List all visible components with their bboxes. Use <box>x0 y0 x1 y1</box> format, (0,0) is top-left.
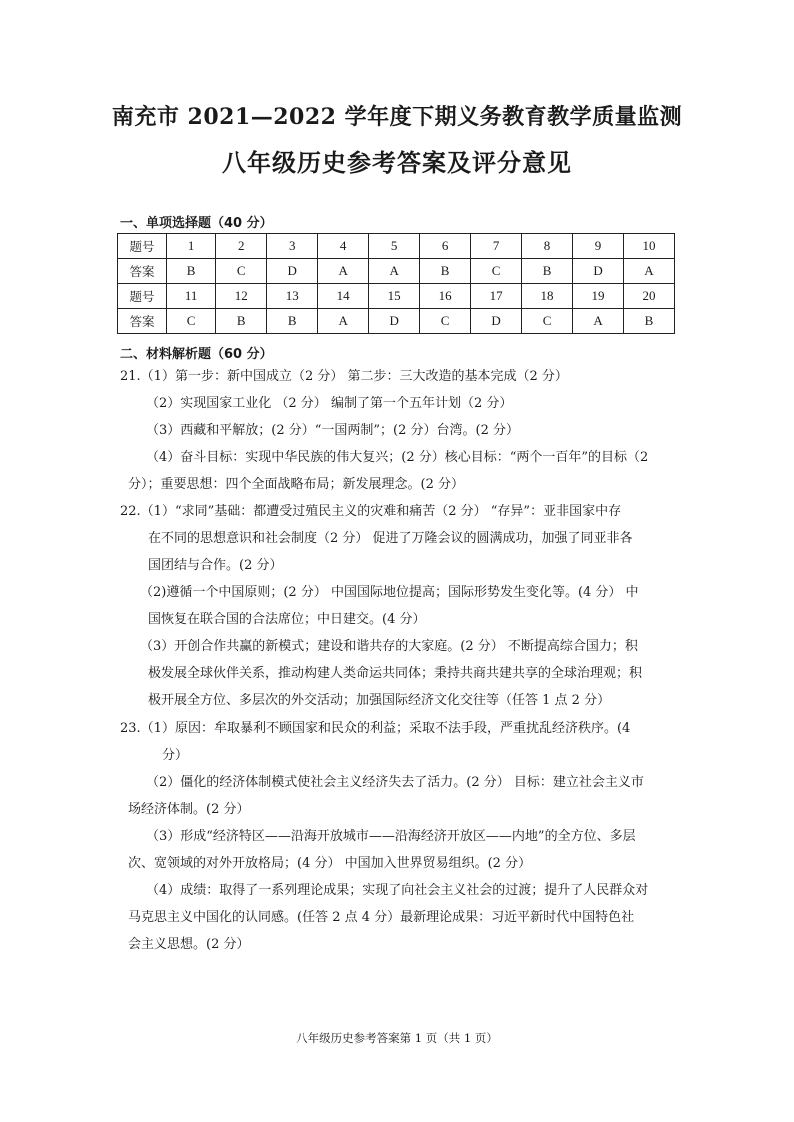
document-title: 南充市 2021—2022 学年度下期义务教育教学质量监测 <box>111 104 683 130</box>
table-cell: 5 <box>369 234 420 259</box>
answer-line: 分）；重要思想：四个全面战略布局；新发展理念。(2 分） <box>128 477 464 492</box>
table-cell: 16 <box>420 284 471 309</box>
page-footer: 八年级历史参考答案第 1 页（共 1 页） <box>296 1031 498 1045</box>
answer-line: 会主义思想。(2 分） <box>128 937 250 952</box>
answer-line: （3）西藏和平解放；(2 分）“一国两制”；(2 分）台湾。(2 分） <box>146 423 519 438</box>
table-cell: B <box>167 259 216 284</box>
answer-line: 22.（1）“求同”基础：都遭受过殖民主义的灾难和痛苦（2 分） “存异”：亚非国家中存 <box>120 504 622 519</box>
answer-line: （2）僵化的经济体制模式使社会主义经济失去了活力。(2 分） 目标：建立社会主义市 <box>146 775 644 790</box>
table-cell: 15 <box>369 284 420 309</box>
table-cell: 13 <box>267 284 318 309</box>
row-label: 答案 <box>118 259 167 284</box>
table-cell: A <box>318 259 369 284</box>
table-cell: 4 <box>318 234 369 259</box>
table-cell: A <box>318 309 369 334</box>
row-label: 题号 <box>118 234 167 259</box>
table-cell: 6 <box>420 234 471 259</box>
table-cell: 9 <box>573 234 624 259</box>
table-cell: 8 <box>522 234 573 259</box>
table-cell: C <box>471 259 522 284</box>
table-cell: 1 <box>167 234 216 259</box>
table-row <box>118 234 675 259</box>
table-cell: 19 <box>573 284 624 309</box>
table-cell: 12 <box>216 284 267 309</box>
answer-line: 国恢复在联合国的合法席位；中日建交。(4 分） <box>148 612 426 627</box>
table-row <box>118 284 675 309</box>
table-cell: 10 <box>624 234 675 259</box>
answer-line: 马克思主义中国化的认同感。(任答 2 点 4 分）最新理论成果：习近平新时代中国特色社 <box>128 910 635 925</box>
table-cell: B <box>624 309 675 334</box>
document-subtitle: 八年级历史参考答案及评分意见 <box>222 148 572 177</box>
table-cell: D <box>471 309 522 334</box>
table-cell: D <box>369 309 420 334</box>
table-cell: A <box>369 259 420 284</box>
table-cell: 14 <box>318 284 369 309</box>
table-cell: C <box>167 309 216 334</box>
answer-line: （4）奋斗目标：实现中华民族的伟大复兴；(2 分）核心目标：“两个一百年”的目标（2 <box>146 450 649 465</box>
table-cell: 17 <box>471 284 522 309</box>
section-heading-multiple-choice: 一、单项选择题（40 分） <box>120 216 273 231</box>
answer-line: （4）成绩：取得了一系列理论成果；实现了向社会主义社会的过渡；提升了人民群众对 <box>146 883 649 898</box>
table-cell: D <box>267 259 318 284</box>
table-cell: B <box>216 309 267 334</box>
table-row <box>118 309 675 334</box>
answer-line: （2)遵循一个中国原则；(2 分） 中国国际地位提高；国际形势发生变化等。(4 分） 中 <box>140 585 639 600</box>
row-label: 题号 <box>118 284 167 309</box>
table-cell: 11 <box>167 284 216 309</box>
answer-line: （2）实现国家工业化 （2 分） 编制了第一个五年计划（2 分） <box>146 396 513 411</box>
answer-line: （3）形成“经济特区——沿海开放城市——沿海经济开放区——内地”的全方位、多层 <box>146 829 636 844</box>
table-cell: 18 <box>522 284 573 309</box>
table-cell: C <box>216 259 267 284</box>
section-heading-material-analysis: 二、材料解析题（60 分） <box>120 347 273 362</box>
answer-line: 在不同的思想意识和社会制度（2 分） 促进了万隆会议的圆满成功，加强了同亚非各 <box>148 531 633 546</box>
answer-line: 次、宽领域的对外开放格局；(4 分） 中国加入世界贸易组织。(2 分） <box>128 856 532 871</box>
table-cell: A <box>573 309 624 334</box>
table-cell: 2 <box>216 234 267 259</box>
table-cell: B <box>420 259 471 284</box>
answer-line: 分） <box>162 748 189 763</box>
table-cell: D <box>573 259 624 284</box>
answer-line: （3）开创合作共赢的新模式；建设和谐共存的大家庭。(2 分） 不断提高综合国力；积 <box>140 639 638 654</box>
table-cell: C <box>522 309 573 334</box>
table-row <box>118 259 675 284</box>
table-cell: 3 <box>267 234 318 259</box>
table-cell: 20 <box>624 284 675 309</box>
table-cell: A <box>624 259 675 284</box>
answer-line: 21.（1）第一步：新中国成立（2 分） 第二步：三大改造的基本完成（2 分） <box>120 369 568 384</box>
answer-line: 极开展全方位、多层次的外交活动；加强国际经济文化交往等（任答 1 点 2 分） <box>148 693 611 708</box>
answer-line: 国团结与合作。(2 分） <box>148 558 283 573</box>
table-cell: C <box>420 309 471 334</box>
answer-line: 23.（1）原因：牟取暴利不顾国家和民众的利益；采取不法手段，严重扰乱经济秩序。(4 <box>120 721 631 736</box>
answer-line: 极发展全球伙伴关系，推动构建人类命运共同体；秉持共商共建共享的全球治理观；积 <box>148 666 643 681</box>
table-cell: B <box>267 309 318 334</box>
answer-table <box>117 233 675 334</box>
table-cell: 7 <box>471 234 522 259</box>
table-cell: B <box>522 259 573 284</box>
answer-line: 场经济体制。(2 分） <box>128 802 250 817</box>
row-label: 答案 <box>118 309 167 334</box>
